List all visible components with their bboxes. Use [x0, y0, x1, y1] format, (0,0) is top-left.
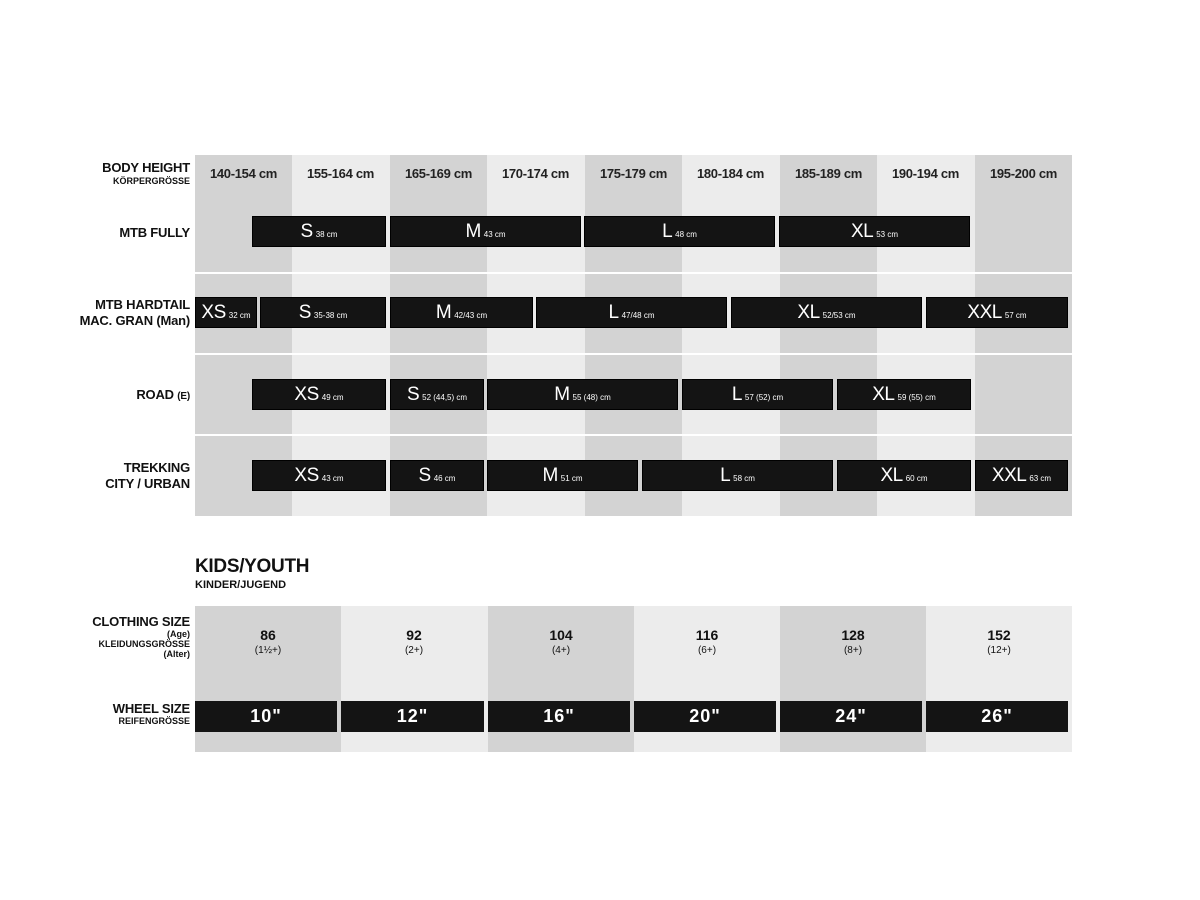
- size-bar: XL 59 (55) cm: [837, 379, 971, 410]
- size-bar: XS 49 cm: [252, 379, 386, 410]
- row-label-road: ROAD (E): [136, 387, 190, 402]
- size-bar: L 57 (52) cm: [682, 379, 833, 410]
- row-label-trekking: TREKKING CITY / URBAN: [105, 460, 190, 491]
- height-range: 175-179 cm: [599, 166, 668, 181]
- clothing-size: 86 (1½+): [254, 627, 282, 656]
- height-range: 180-184 cm: [696, 166, 765, 181]
- size-bar: L 58 cm: [642, 460, 833, 491]
- clothing-size-label: CLOTHING SIZE (Age) KLEIDUNGSGRÖSSE (Alter): [92, 614, 190, 659]
- row-label-mtb-fully: MTB FULLY: [119, 225, 190, 240]
- wheel-size-bar: 26": [926, 701, 1068, 732]
- clothing-size: 152 (12+): [987, 627, 1011, 656]
- wheel-size-bar: 20": [634, 701, 776, 732]
- size-bar: M 43 cm: [390, 216, 581, 247]
- size-bar: M 42/43 cm: [390, 297, 533, 328]
- size-bar: M 55 (48) cm: [487, 379, 678, 410]
- height-range: 195-200 cm: [989, 166, 1058, 181]
- height-range: 155-164 cm: [306, 166, 375, 181]
- size-bar: XS 43 cm: [252, 460, 386, 491]
- kids-subtitle: KINDER/JUGEND: [195, 579, 287, 591]
- height-range: 185-189 cm: [794, 166, 863, 181]
- size-bar: S 38 cm: [252, 216, 386, 247]
- clothing-size: 128 (8+): [841, 627, 865, 656]
- wheel-size-bar: 10": [195, 701, 337, 732]
- height-range: 190-194 cm: [891, 166, 960, 181]
- clothing-size: 104 (4+): [549, 627, 573, 656]
- height-range: 165-169 cm: [404, 166, 473, 181]
- wheel-size-bar: 16": [488, 701, 630, 732]
- clothing-size: 92 (2+): [404, 627, 424, 656]
- row-divider: [195, 353, 1072, 355]
- wheel-size-bar: 24": [780, 701, 922, 732]
- size-bar: XL 53 cm: [779, 216, 970, 247]
- size-bar: L 48 cm: [584, 216, 775, 247]
- height-range: 140-154 cm: [209, 166, 278, 181]
- row-divider: [195, 434, 1072, 436]
- size-bar: XL 52/53 cm: [731, 297, 922, 328]
- body-height-label: BODY HEIGHT KÖRPERGRÖSSE: [102, 160, 190, 186]
- row-label-mtb-hardtail: MTB HARDTAIL MAC. GRAN (Man): [79, 297, 190, 328]
- size-bar: S 46 cm: [390, 460, 484, 491]
- kids-title: KIDS/YOUTH: [195, 556, 310, 577]
- wheel-size-bar: 12": [341, 701, 484, 732]
- row-divider: [195, 272, 1072, 274]
- size-bar: S 52 (44,5) cm: [390, 379, 484, 410]
- size-bar: XL 60 cm: [837, 460, 971, 491]
- size-bar: M 51 cm: [487, 460, 638, 491]
- size-bar: XXL 63 cm: [975, 460, 1068, 491]
- wheel-size-label: WHEEL SIZE REIFENGRÖSSE: [112, 701, 190, 726]
- height-range: 170-174 cm: [501, 166, 570, 181]
- clothing-size: 116 (6+): [695, 627, 719, 656]
- size-bar: S 35-38 cm: [260, 297, 386, 328]
- size-bar: XS 32 cm: [195, 297, 257, 328]
- size-bar: L 47/48 cm: [536, 297, 727, 328]
- size-bar: XXL 57 cm: [926, 297, 1068, 328]
